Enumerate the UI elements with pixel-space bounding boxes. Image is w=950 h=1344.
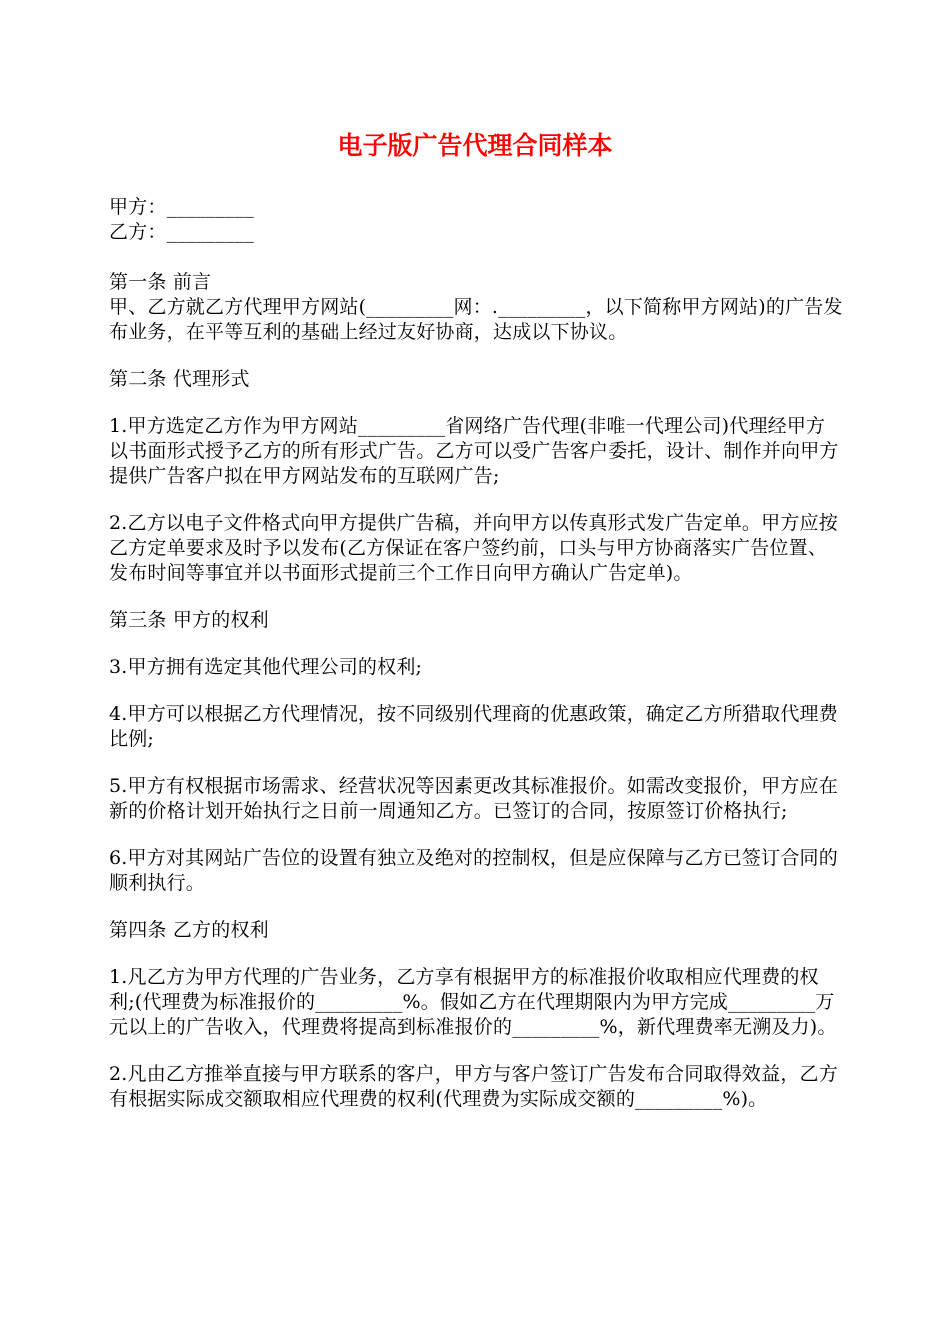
spacer: [109, 245, 844, 270]
spacer: [109, 392, 844, 414]
spacer: [109, 943, 844, 965]
section-3-paragraph-5: 5.甲方有权根据市场需求、经营状况等因素更改其标准报价。如需改变报价，甲方应在新的价格计划开始执行之日前一周通知乙方。已签订的合同，按原签订价格执行;: [109, 775, 838, 822]
spacer: [109, 586, 844, 608]
section-2-heading: 第二条 代理形式: [109, 368, 250, 390]
spacer: [109, 633, 844, 655]
spacer: [109, 896, 844, 918]
section-2-paragraph-1: 1.甲方选定乙方作为甲方网站_________省网络广告代理(非唯一代理公司)代理经甲方以书面形式授予乙方的所有形式广告。乙方可以受广告客户委托，设计、制作并向甲方提供广告客户拟在甲方网站发布的互联网广告;: [109, 415, 839, 487]
section-3-paragraph-4: 4.甲方可以根据乙方代理情况，按不同级别代理商的优惠政策，确定乙方所猎取代理费比例;: [109, 703, 838, 750]
party-b-line: 乙方：_________: [109, 221, 254, 243]
document-title: 电子版广告代理合同样本: [337, 131, 613, 160]
section-3-paragraph-3: 3.甲方拥有选定其他代理公司的权利;: [109, 656, 423, 678]
spacer: [109, 680, 844, 702]
section-3-heading: 第三条 甲方的权利: [109, 609, 269, 631]
party-a-line: 甲方：_________: [109, 196, 254, 218]
spacer: [109, 345, 844, 367]
spacer: [109, 752, 844, 774]
section-4-paragraph-2: 2.凡由乙方推举直接与甲方联系的客户，甲方与客户签订广告发布合同取得效益，乙方有根据实际成交额取相应代理费的权利(代理费为实际成交额的_________%)。: [109, 1063, 838, 1110]
section-4-heading: 第四条 乙方的权利: [109, 919, 269, 941]
document-body: [109, 195, 844, 1112]
section-2-paragraph-2: 2.乙方以电子文件格式向甲方提供广告稿，并向甲方以传真形式发广告定单。甲方应按乙方定单要求及时予以发布(乙方保证在客户签约前，口头与甲方协商落实广告位置、发布时间等事宜并以书面形式提前三个工作日向甲方确认广告定单)。: [109, 512, 838, 584]
spacer: [109, 1040, 844, 1062]
section-1-heading: 第一条 前言: [109, 271, 212, 293]
section-1-text: 甲、乙方就乙方代理甲方网站(_________网：._________，以下简称甲方网站)的广告发布业务，在平等互利的基础上经过友好协商，达成以下协议。: [109, 296, 843, 343]
section-4-paragraph-1: 1.凡乙方为甲方代理的广告业务，乙方享有根据甲方的标准报价收取相应代理费的权利;(代理费为标准报价的_________%。假如乙方在代理期限内为甲方完成_________万元以上的广告收入，代理费将提高到标准报价的_________%，新代理费率无溯及力)。: [109, 966, 837, 1038]
spacer: [109, 824, 844, 846]
spacer: [109, 489, 844, 511]
section-3-paragraph-6: 6.甲方对其网站广告位的设置有独立及绝对的控制权，但是应保障与乙方已签订合同的顺利执行。: [109, 847, 838, 894]
